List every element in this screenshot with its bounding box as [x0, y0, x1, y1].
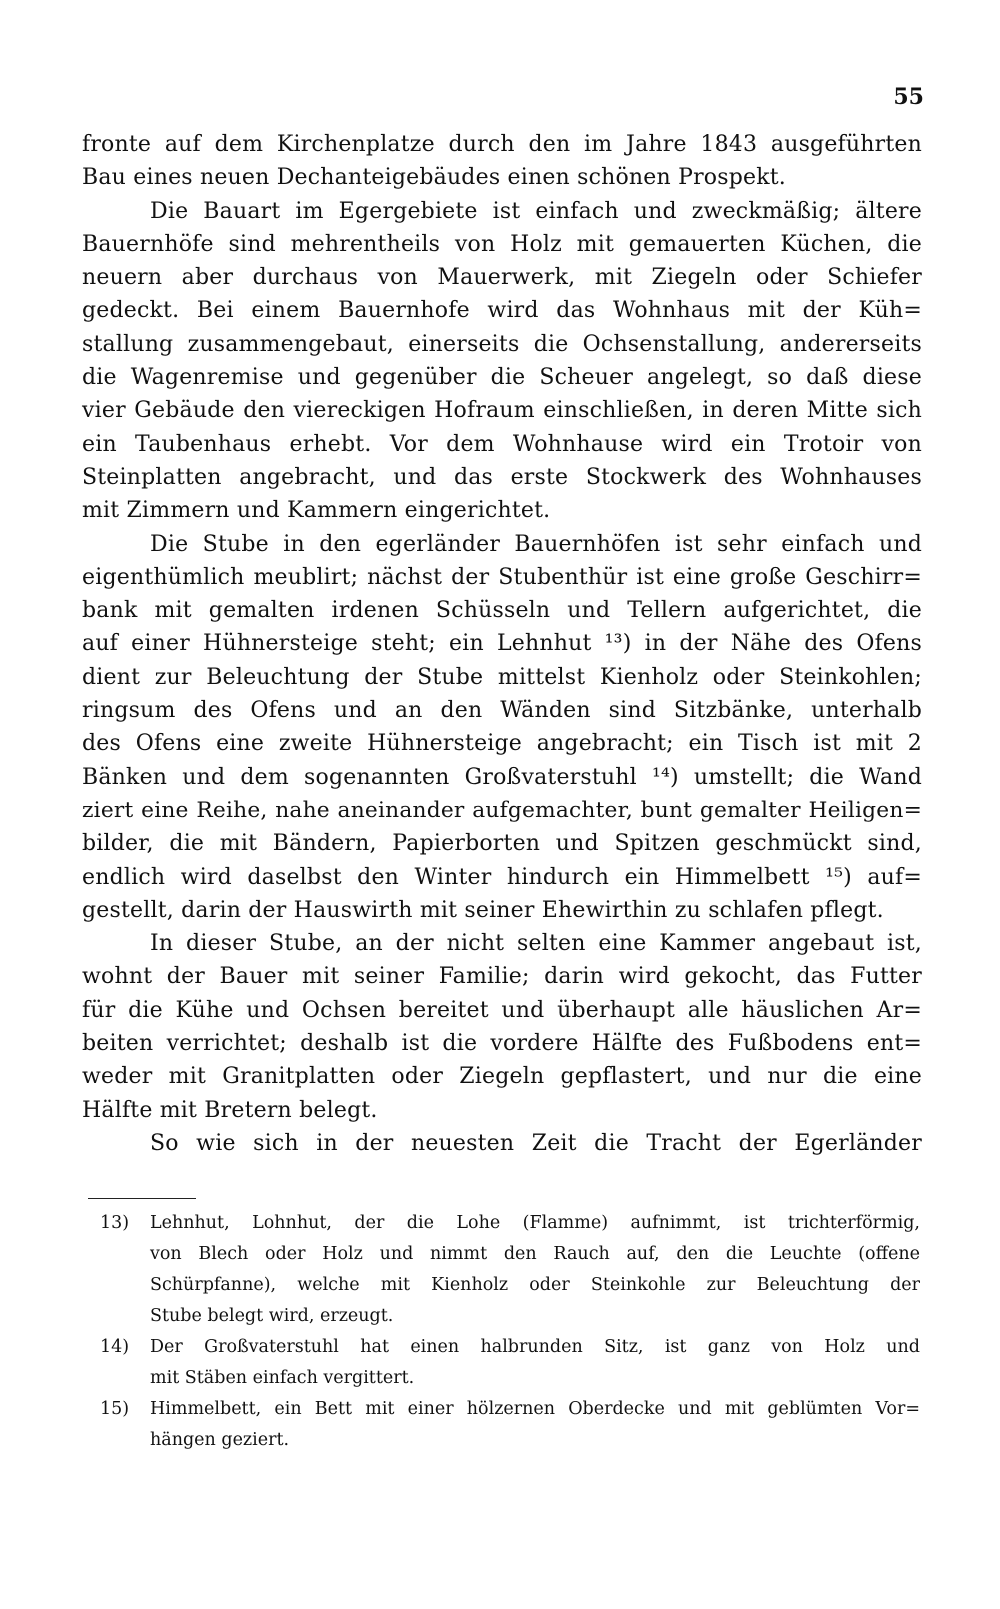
text-line: beiten verrichtet; deshalb ist die vordere Hälfte des Fußbodens ent= — [82, 1031, 922, 1057]
text-line: gedeckt. Bei einem Bauernhofe wird das Wohnhaus mit der Küh= — [82, 298, 922, 324]
text-line: eigenthümlich meublirt; nächst der Stubenthür ist eine große Geschirr= — [82, 564, 922, 590]
footnote-divider — [88, 1198, 196, 1199]
text-line: bilder, die mit Bändern, Papierborten und Spitzen geschmückt sind, — [82, 831, 922, 857]
text-line: In dieser Stube, an der nicht selten eine Kammer angebaut ist, — [150, 931, 922, 957]
paragraph — [82, 128, 922, 195]
paragraph — [82, 1127, 922, 1160]
footnote-line: Stube belegt wird, erzeugt. — [150, 1306, 394, 1326]
text-line: stallung zusammengebaut, einerseits die Ochsenstallung, andererseits — [82, 331, 922, 357]
text-line: des Ofens eine zweite Hühnersteige angebracht; ein Tisch ist mit 2 — [82, 731, 922, 757]
footnote-mark: 15) — [100, 1399, 130, 1419]
text-line: auf einer Hühnersteige steht; ein Lehnhut ¹³) in der Nähe des Ofens — [82, 631, 922, 657]
text-line: Die Stube in den egerländer Bauernhöfen ist sehr einfach und — [150, 531, 922, 557]
text-line: Bau eines neuen Dechanteigebäudes einen schönen Prospekt. — [82, 165, 787, 191]
text-line: neuern aber durchaus von Mauerwerk, mit Ziegeln oder Schiefer — [82, 265, 922, 291]
footnote-15 — [100, 1394, 920, 1456]
text-line: dient zur Beleuchtung der Stube mittelst Kienholz oder Steinkohlen; — [82, 664, 922, 690]
text-line: Steinplatten angebracht, und das erste Stockwerk des Wohnhauses — [82, 464, 922, 490]
text-line: mit Zimmern und Kammern eingerichtet. — [82, 498, 551, 524]
footnote-line: Schürpfanne), welche mit Kienholz oder Steinkohle zur Beleuchtung der — [150, 1275, 920, 1295]
text-line: bank mit gemalten irdenen Schüsseln und Tellern aufgerichtet, die — [82, 598, 922, 624]
footnote-mark: 13) — [100, 1213, 130, 1233]
footnotes — [100, 1208, 920, 1456]
text-line: weder mit Granitplatten oder Ziegeln gepflastert, und nur die eine — [82, 1064, 922, 1090]
text-line: ziert eine Reihe, nahe aneinander aufgemachter, bunt gemalter Heiligen= — [82, 797, 922, 823]
text-line: So wie sich in der neuesten Zeit die Tracht der Egerländer — [150, 1130, 922, 1156]
text-line: wohnt der Bauer mit seiner Familie; darin wird gekocht, das Futter — [82, 964, 922, 990]
text-line: für die Kühe und Ochsen bereitet und überhaupt alle häuslichen Ar= — [82, 997, 922, 1023]
text-line: gestellt, darin der Hauswirth mit seiner Ehewirthin zu schlafen pflegt. — [82, 897, 884, 923]
footnote-line: Der Großvaterstuhl hat einen halbrunden Sitz, ist ganz von Holz und — [150, 1337, 920, 1357]
footnote-line: hängen geziert. — [150, 1430, 290, 1450]
footnote-13 — [100, 1208, 920, 1332]
paragraph — [82, 927, 922, 1127]
text-line: endlich wird daselbst den Winter hindurch ein Himmelbett ¹⁵) auf= — [82, 864, 922, 890]
text-line: Die Bauart im Egergebiete ist einfach und zweckmäßig; ältere — [150, 198, 922, 224]
footnote-mark: 14) — [100, 1337, 130, 1357]
text-line: fronte auf dem Kirchenplatze durch den im Jahre 1843 ausgeführten — [82, 132, 922, 157]
text-line: vier Gebäude den viereckigen Hofraum einschließen, in deren Mitte sich — [82, 398, 922, 424]
footnote-line: Lehnhut, Lohnhut, der die Lohe (Flamme) aufnimmt, ist trichterförmig, — [150, 1213, 920, 1233]
footnote-line: mit Stäben einfach vergittert. — [150, 1368, 415, 1388]
footnote-line: von Blech oder Holz und nimmt den Rauch auf, den die Leuchte (offene — [150, 1244, 920, 1264]
paragraph — [82, 528, 922, 928]
footnote-line: Himmelbett, ein Bett mit einer hölzernen Oberdecke und mit geblümten Vor= — [150, 1399, 920, 1419]
body-text — [82, 128, 922, 1160]
footnote-14 — [100, 1332, 920, 1394]
text-line: Hälfte mit Bretern belegt. — [82, 1097, 378, 1123]
text-line: ringsum des Ofens und an den Wänden sind Sitzbänke, unterhalb — [82, 698, 922, 724]
page-number: 55 — [893, 84, 924, 110]
text-line: Bänken und dem sogenannten Großvaterstuhl ¹⁴) umstellt; die Wand — [82, 764, 922, 790]
text-line: ein Taubenhaus erhebt. Vor dem Wohnhause wird ein Trotoir von — [82, 431, 922, 457]
text-line: Bauernhöfe sind mehrentheils von Holz mit gemauerten Küchen, die — [82, 231, 922, 257]
paragraph — [82, 195, 922, 528]
text-line: die Wagenremise und gegenüber die Scheuer angelegt, so daß diese — [82, 365, 922, 391]
